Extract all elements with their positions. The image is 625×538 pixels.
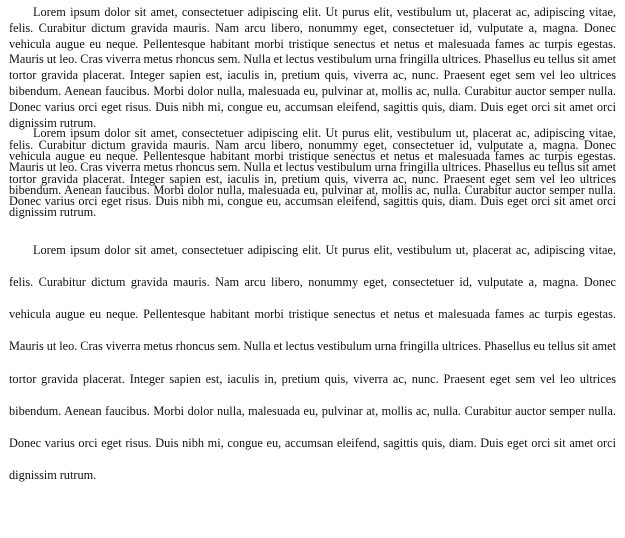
- paragraph-double-spacing: Lorem ipsum dolor sit amet, consectetuer adipiscing elit. Ut purus elit, vestibulum ut, placerat ac, adipiscing vitae, felis. Curabitur dictum gravida mauris. Nam arcu libero, nonummy eget, consectetuer id, vulputate a, magna. Donec vehicula augue eu neque. Pellentesque habitant morbi tristique senectus et netus et malesuada fames ac turpis egestas. Mauris ut leo. Cras viverra metus rhoncus sem. Nulla et lectus vestibulum urna fringilla ultrices. Phasellus eu tellus sit amet tortor gravida placerat. Integer sapien est, iaculis in, pretium quis, viverra ac, nunc. Praesent eget sem vel leo ultrices bibendum. Aenean faucibus. Morbi dolor nulla, malesuada eu, pulvinar at, mollis ac, nulla. Curabitur auctor semper nulla. Donec varius orci eget risus. Duis nibh mi, congue eu, accumsan eleifend, sagittis quis, diam. Duis eget orci sit amet orci dignissim rutrum.: [9, 242, 616, 483]
- paragraph-normal-spacing: Lorem ipsum dolor sit amet, consectetuer adipiscing elit. Ut purus elit, vestibulum ut, placerat ac, adipiscing vitae, felis. Curabitur dictum gravida mauris. Nam arcu libero, nonummy eget, consectetuer id, vulputate a, magna. Donec vehicula augue eu neque. Pellentesque habitant morbi tristique senectus et netus et malesuada fames ac turpis egestas. Mauris ut leo. Cras viverra metus rhoncus sem. Nulla et lectus vestibulum urna fringilla ultrices. Phasellus eu tellus sit amet tortor gravida placerat. Integer sapien est, iaculis in, pretium quis, viverra ac, nunc. Praesent eget sem vel leo ultrices bibendum. Aenean faucibus. Morbi dolor nulla, malesuada eu, pulvinar at, mollis ac, nulla. Curabitur auctor semper nulla. Donec varius orci eget risus. Duis nibh mi, congue eu, accumsan eleifend, sagittis quis, diam. Duis eget orci sit amet orci dignissim rutrum.: [9, 5, 616, 130]
- paragraph-tight-spacing: Lorem ipsum dolor sit amet, consectetuer adipiscing elit. Ut purus elit, vestibulum ut, placerat ac, adipiscing vitae, felis. Curabitur dictum gravida mauris. Nam arcu libero, nonummy eget, consectetuer id, vulputate a, magna. Donec vehicula augue eu neque. Pellentesque habitant morbi tristique senectus et netus et malesuada fames ac turpis egestas. Mauris ut leo. Cras viverra metus rhoncus sem. Nulla et lectus vestibulum urna fringilla ultrices. Phasellus eu tellus sit amet tortor gravida placerat. Integer sapien est, iaculis in, pretium quis, viverra ac, nunc. Praesent eget sem vel leo ultrices bibendum. Aenean faucibus. Morbi dolor nulla, malesuada eu, pulvinar at, mollis ac, nulla. Curabitur auctor semper nulla. Donec varius orci eget risus. Duis nibh mi, congue eu, accumsan eleifend, sagittis quis, diam. Duis eget orci sit amet orci dignissim rutrum.: [9, 126, 616, 220]
- document-page: [9, 0, 616, 491]
